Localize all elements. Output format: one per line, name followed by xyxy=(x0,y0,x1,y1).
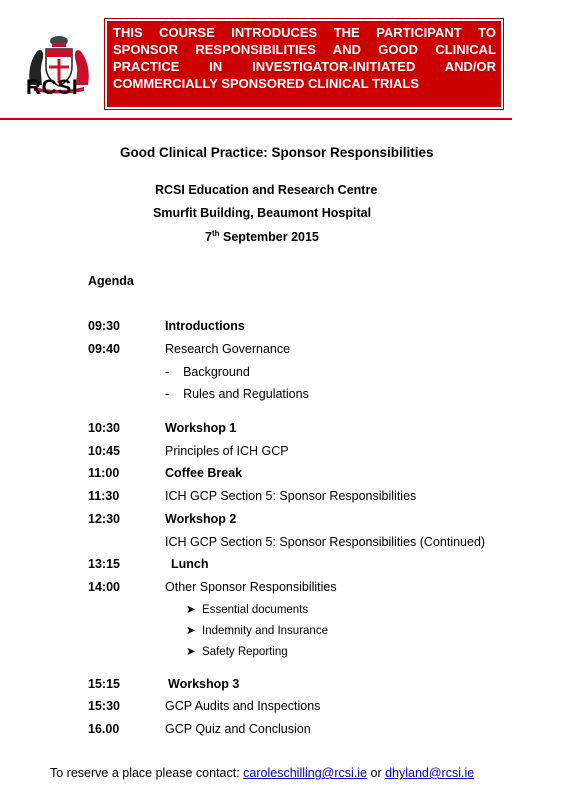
email-link-dhyland[interactable]: dhyland@rcsi.ie xyxy=(385,766,475,780)
event-date: 7th September 2015 xyxy=(205,229,319,245)
agenda-label: Workshop 3 xyxy=(168,677,240,691)
agenda-label: Workshop 1 xyxy=(165,421,237,435)
agenda-label: Workshop 2 xyxy=(165,512,237,526)
agenda-subitem: - Background xyxy=(165,365,250,379)
email-link-carole[interactable]: caroleschilling@rcsi.ie xyxy=(243,766,368,780)
arrow-bullet-icon: ➤ xyxy=(186,604,196,616)
agenda-time: 15:30 xyxy=(88,699,120,713)
venue-line-1: RCSI Education and Research Centre xyxy=(155,183,378,197)
agenda-label: Coffee Break xyxy=(165,466,243,480)
agenda-time: 16.00 xyxy=(88,722,120,736)
agenda-label: ICH GCP Section 5: Sponsor Responsibilities xyxy=(165,489,417,503)
agenda-time: 15:15 xyxy=(88,677,120,691)
agenda-time: 11:30 xyxy=(88,489,120,503)
agenda-time: 13:15 xyxy=(88,557,120,571)
agenda-label: GCP Quiz and Conclusion xyxy=(165,722,311,736)
agenda-label: GCP Audits and Inspections xyxy=(165,699,321,713)
contact-footer: To reserve a place please contact: caroleschilling@rcsi.ie or dhyland@rcsi.ie xyxy=(50,766,475,780)
banner-text: THIS COURSE INTRODUCES THE PARTICIPANT TO SPONSOR RESPONSIBILITIES AND GOOD CLINICAL PRACTICE IN INVESTIGATOR-INITIATED AND/OR COMMERCIALLY SPONSORED CLINICAL TRIALS xyxy=(107,21,501,107)
logo-text: RCSI xyxy=(26,76,79,99)
agenda-label: Introductions xyxy=(165,319,245,333)
agenda-time: 09:40 xyxy=(88,342,120,356)
agenda-continuation: ICH GCP Section 5: Sponsor Responsibilities (Continued) xyxy=(165,535,486,549)
arrow-bullet-icon: ➤ xyxy=(186,646,196,658)
agenda-subitem: ➤ Indemnity and Insurance xyxy=(186,625,328,637)
header-divider xyxy=(0,118,512,120)
agenda-subitem: - Rules and Regulations xyxy=(165,387,309,401)
agenda-time: 14:00 xyxy=(88,580,120,594)
agenda-subitem: ➤ Essential documents xyxy=(186,604,309,616)
arrow-bullet-icon: ➤ xyxy=(186,625,196,637)
agenda-label: Research Governance xyxy=(165,342,291,356)
agenda-label: Lunch xyxy=(171,557,209,571)
page-title: Good Clinical Practice: Sponsor Responsibilities xyxy=(120,145,434,160)
agenda-time: 09:30 xyxy=(88,319,120,333)
agenda-time: 10:30 xyxy=(88,421,120,435)
agenda-time: 11:00 xyxy=(88,466,120,480)
venue-line-2: Smurfit Building, Beaumont Hospital xyxy=(153,206,372,220)
agenda-subitem: ➤ Safety Reporting xyxy=(186,646,288,658)
agenda-time: 10:45 xyxy=(88,444,120,458)
agenda-label: Other Sponsor Responsibilities xyxy=(165,580,337,594)
agenda-heading: Agenda xyxy=(88,274,134,288)
course-banner xyxy=(104,18,504,110)
agenda-label: Principles of ICH GCP xyxy=(165,444,289,458)
agenda-time: 12:30 xyxy=(88,512,120,526)
